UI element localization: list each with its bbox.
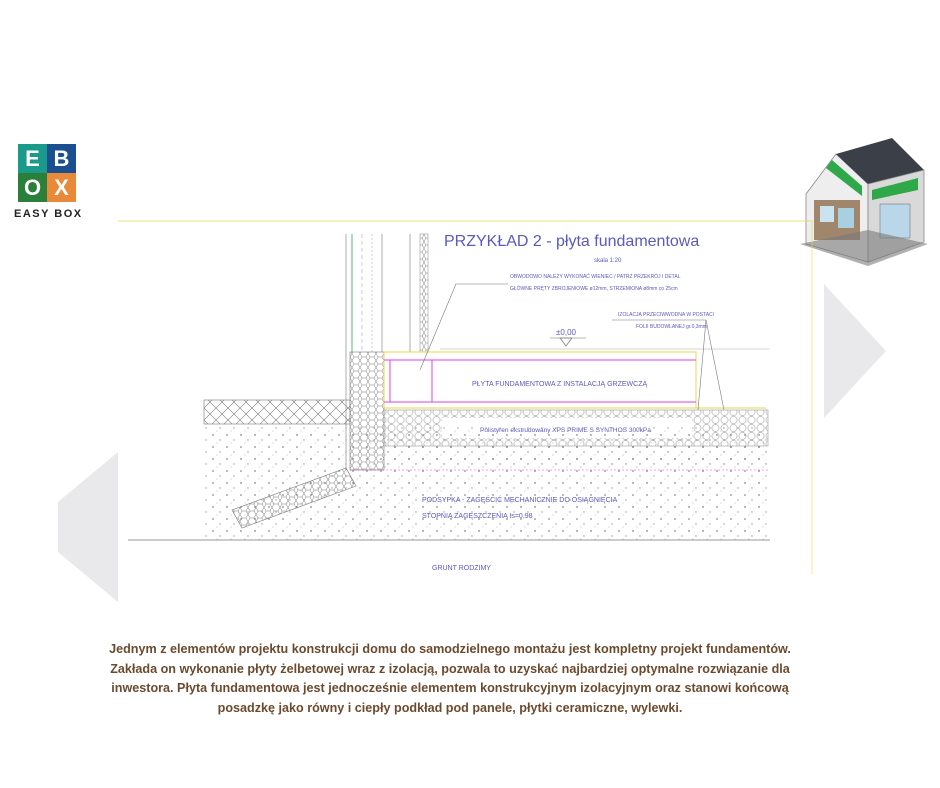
drawing-scale: skala 1:20 — [594, 258, 622, 264]
rebar-note-line1: OBWODOWO NALEŻY WYKONAĆ WIENIEC / PATRZ PRZEKRÓJ I DETAL — [510, 274, 681, 280]
drawing-title: PRZYKŁAD 2 - płyta fundamentowa — [444, 233, 700, 250]
level-label: ±0,00 — [556, 328, 576, 337]
logo-tile-o: O — [18, 173, 47, 202]
description-line: posadzkę jako równy i ciepły podkład pod panele, płytki ceramiczne, wylewki. — [217, 700, 683, 715]
insulation-note-line2: FOLII BUDOWLANEJ gr.0,3mm — [636, 324, 707, 330]
logo-tile-x: X — [47, 173, 76, 202]
rebar-note-line2: GŁÓWNE PRĘTY ZBROJENIOWE ø12mm, STRZEMIONA ø8mm co 25cm — [510, 286, 678, 292]
insulation-note-line1: IZOLACJA PRZECIWWODNA W POSTACI — [618, 312, 715, 318]
description-line: Zakłada on wykonanie płyty żelbetowej wraz z izolacją, pozwala to uzyskać najbardziej optymalne rozwiązanie dla — [110, 661, 790, 676]
brand-name: EASY BOX — [14, 208, 83, 220]
slab-label: PŁYTA FUNDAMENTOWA Z INSTALACJĄ GRZEWCZĄ — [472, 381, 648, 388]
xps-label: Polistyren ekstrudowany XPS PRIME S SYNTHOS 300kPa — [480, 427, 651, 434]
logo-tile-b: B — [47, 144, 76, 173]
logo-tile-e: E — [18, 144, 47, 173]
description-text — [100, 640, 800, 718]
ground-label: GRUNT RODZIMY — [432, 565, 491, 572]
description-line: inwestora. Płyta fundamentowa jest jednocześnie elementem konstrukcyjnym izolacyjnym oraz stanowi końcową — [111, 681, 789, 695]
subbase-label-line1: PODSYPKA - ZAGĘŚCIĆ MECHANICZNIE DO OSIĄGNIĘCIA — [422, 497, 618, 504]
description-line: Jednym z elementów projektu konstrukcji domu do samodzielnego montażu jest kompletny projekt fundamentów. — [109, 642, 791, 656]
subbase-label-line2: STOPNIA ZAGĘSZCZENIA Is=0,98 — [422, 513, 533, 520]
